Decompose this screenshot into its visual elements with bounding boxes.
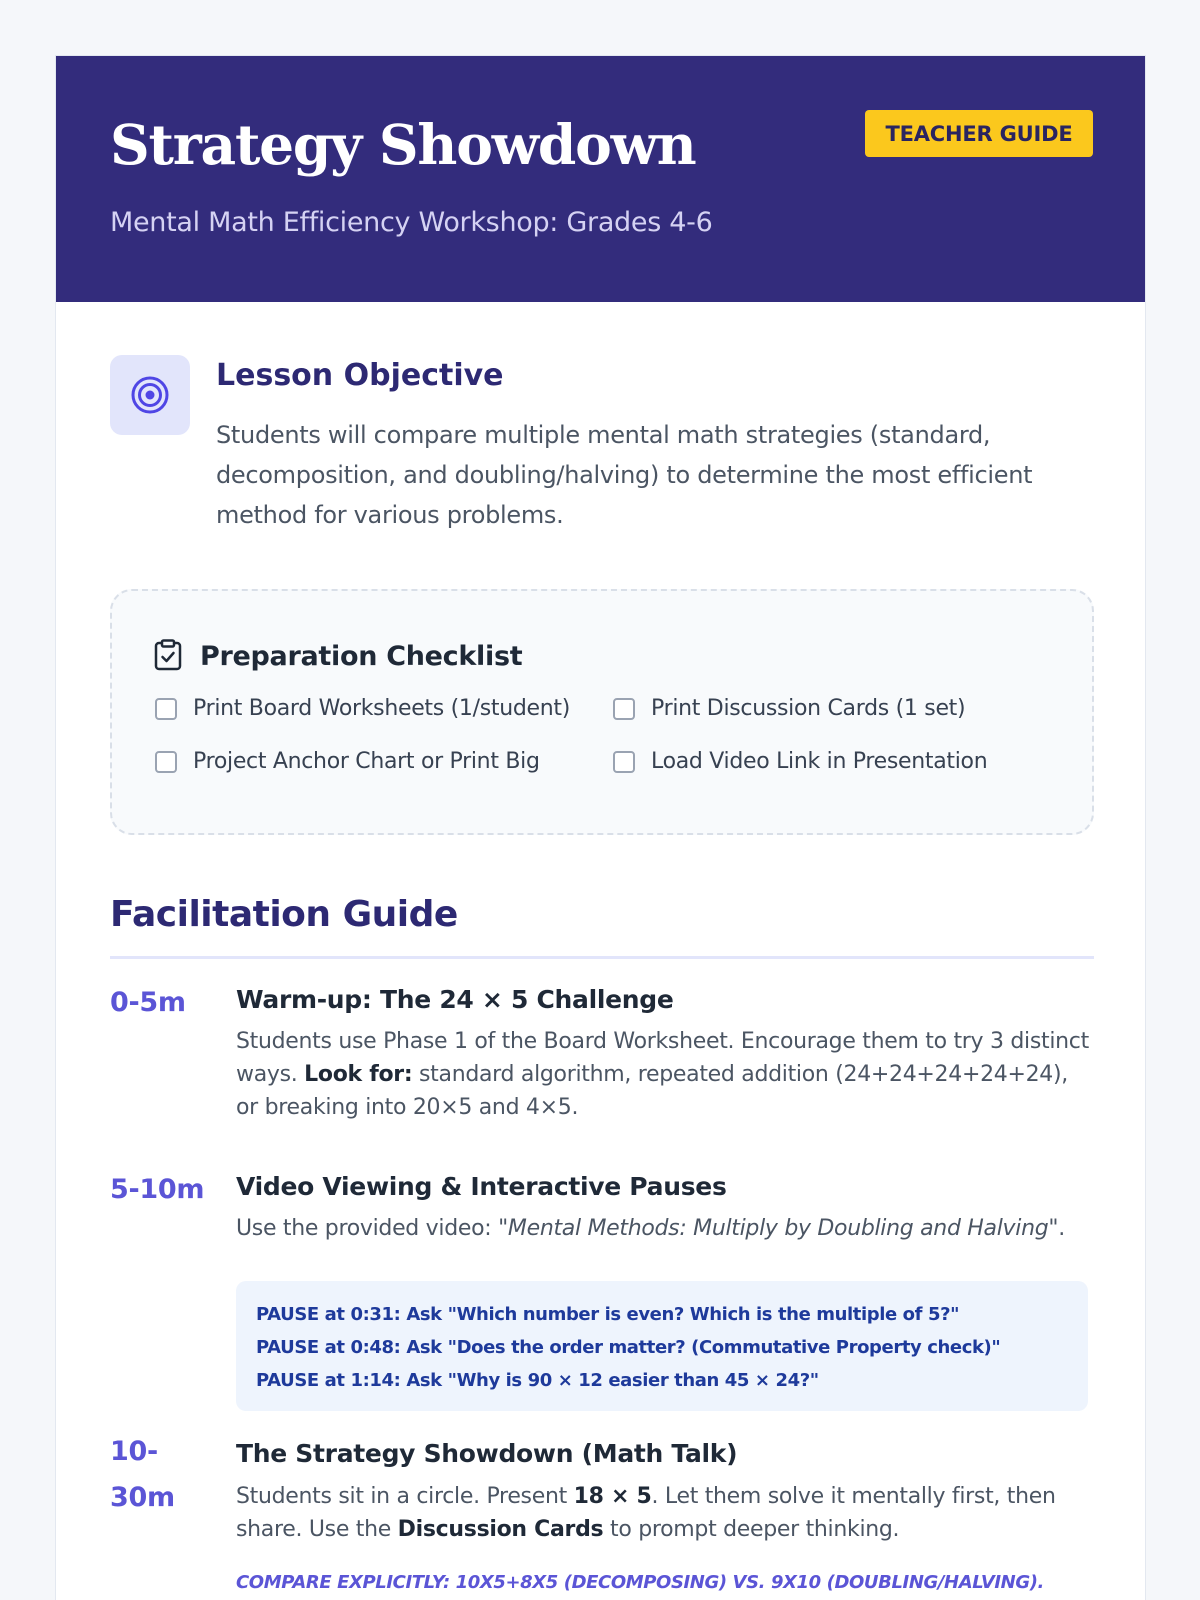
checklist-item-label: Load Video Link in Presentation: [651, 749, 988, 774]
video-pause-list: [236, 1281, 1088, 1411]
teacher-guide-badge: TEACHER GUIDE: [865, 110, 1093, 157]
checklist-item-label: Print Board Worksheets (1/student): [193, 696, 570, 721]
step-title: Warm-up: The 24 × 5 Challenge: [236, 985, 674, 1014]
objective-title: Lesson Objective: [216, 358, 504, 393]
step-time: 5-10m: [110, 1174, 205, 1205]
step-text: Students sit in a circle. Present 18 × 5. Let them solve it mentally first, then share. Use the Discussion Cards to prompt deeper thinking.: [236, 1484, 1056, 1542]
step-time: 0-5m: [110, 987, 186, 1018]
pause-prompt: PAUSE at 0:48: Ask "Does the order matter? (Commutative Property check)": [256, 1337, 1001, 1358]
lesson-card: [55, 55, 1146, 1600]
step-text: Use the provided video: "Mental Methods: Multiply by Doubling and Halving".: [236, 1216, 1065, 1241]
checkbox[interactable]: [613, 751, 635, 773]
pause-prompt: PAUSE at 1:14: Ask "Why is 90 × 12 easier than 45 × 24?": [256, 1370, 819, 1391]
checklist-title: Preparation Checklist: [200, 641, 523, 672]
checklist-item-label: Project Anchor Chart or Print Big: [193, 749, 540, 774]
facilitation-title: Facilitation Guide: [110, 894, 458, 935]
compare-note: COMPARE EXPLICITLY: 10X5+8X5 (DECOMPOSING) VS. 9X10 (DOUBLING/HALVING).: [236, 1572, 1044, 1593]
page-title: Strategy Showdown: [110, 112, 696, 177]
section-divider: [110, 956, 1094, 959]
page-subtitle: Mental Math Efficiency Workshop: Grades 4-6: [110, 207, 713, 238]
step-text: Students use Phase 1 of the Board Worksheet. Encourage them to try 3 distinct ways. Look for: standard algorithm, repeated addition (24+24+24+24+24), or breaking into 20×5 and 4×5.: [236, 1029, 1089, 1120]
checklist-item[interactable]: [155, 749, 540, 774]
checklist-item[interactable]: [155, 696, 570, 721]
checkbox[interactable]: [155, 751, 177, 773]
pause-prompt: PAUSE at 0:31: Ask "Which number is even? Which is the multiple of 5?": [256, 1304, 960, 1325]
objective-text: Students will compare multiple mental math strategies (standard, decomposition, and doubling/halving) to determine the most efficient method for various problems.: [216, 421, 1033, 529]
checklist-item-label: Print Discussion Cards (1 set): [651, 696, 966, 721]
preparation-checklist: [110, 589, 1094, 835]
step-title: The Strategy Showdown (Math Talk): [236, 1439, 738, 1468]
header: [56, 56, 1146, 302]
checkbox[interactable]: [155, 698, 177, 720]
step-title: Video Viewing & Interactive Pauses: [236, 1172, 727, 1201]
checklist-item[interactable]: [613, 696, 965, 721]
step-time: 10-30m: [110, 1436, 175, 1513]
checkbox[interactable]: [613, 698, 635, 720]
checklist-item[interactable]: [613, 749, 987, 774]
target-icon: [110, 355, 190, 435]
clipboard-check-icon: [154, 639, 182, 675]
